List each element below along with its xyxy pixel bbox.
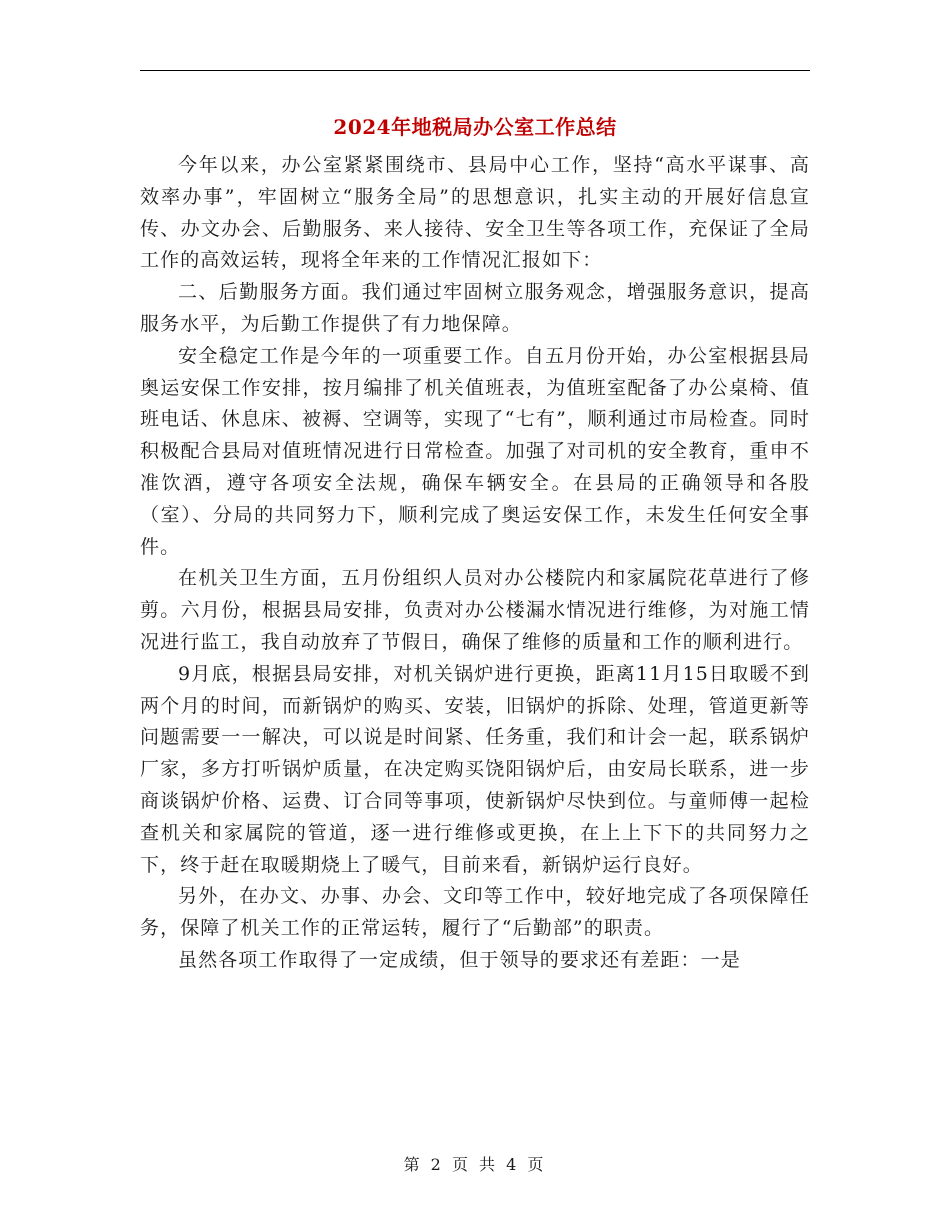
header-rule bbox=[140, 70, 810, 71]
paragraph-hygiene: 在机关卫生方面，五月份组织人员对办公楼院内和家属院花草进行了修剪。六月份，根据县局安排，负责对办公楼漏水情况进行维修，为对施工情况进行监工，我自动放弃了节假日，确保了维修的质量和工作的顺利进行。 bbox=[140, 567, 810, 653]
paragraph-safety: 安全稳定工作是今年的一项重要工作。自五月份开始，办公室根据县局奥运安保工作安排，按月编排了机关值班表，为值班室配备了办公桌椅、值班电话、休息床、被褥、空调等，实现了“七有”，顺利通过市局检查。同时积极配合县局对值班情况进行日常检查。加强了对司机的安全教育，重申不准饮酒，遵守各项安全法规，确保车辆安全。在县局的正确领导和各股（室）、分局的共同努力下，顺利完成了奥运安保工作，未发生任何安全事件。 bbox=[140, 344, 810, 558]
paragraph-intro: 今年以来，办公室紧紧围绕市、县局中心工作，坚持“高水平谋事、高效率办事”，牢固树立“服务全局”的思想意识，扎实主动的开展好信息宣传、办文办会、后勤服务、来人接待、安全卫生等各项工作，充保证了全局工作的高效运转，现将全年来的工作情况汇报如下： bbox=[140, 154, 810, 272]
paragraph-boiler: 9月底，根据县局安排，对机关锅炉进行更换，距离11月15日取暖不到两个月的时间，而新锅炉的购买、安装，旧锅炉的拆除、处理，管道更新等问题需要一一解决，可以说是时间紧、任务重，我们和计会一起，联系锅炉厂家，多方打听锅炉质量，在决定购买饶阳锅炉后，由安局长联系，进一步商谈锅炉价格、运费、订合同等事项，使新锅炉尽快到位。与童师傅一起检查机关和家属院的管道，逐一进行维修或更换，在上上下下的共同努力之下，终于赶在取暖期烧上了暖气，目前来看，新锅炉运行良好。 bbox=[140, 662, 810, 876]
paragraph-other: 另外，在办文、办事、办会、文印等工作中，较好地完成了各项保障任务，保障了机关工作的正常运转，履行了“后勤部”的职责。 bbox=[140, 885, 810, 940]
page-number-footer: 第 2 页 共 4 页 bbox=[403, 1155, 547, 1174]
paragraph-shortcomings: 虽然各项工作取得了一定成绩，但于领导的要求还有差距：一是 bbox=[178, 948, 741, 971]
document-title: 2024年地税局办公室工作总结 bbox=[333, 115, 617, 139]
document-body bbox=[140, 150, 810, 977]
paragraph-logistics: 二、后勤服务方面。我们通过牢固树立服务观念，增强服务意识，提高服务水平，为后勤工作提供了有力地保障。 bbox=[140, 281, 810, 335]
